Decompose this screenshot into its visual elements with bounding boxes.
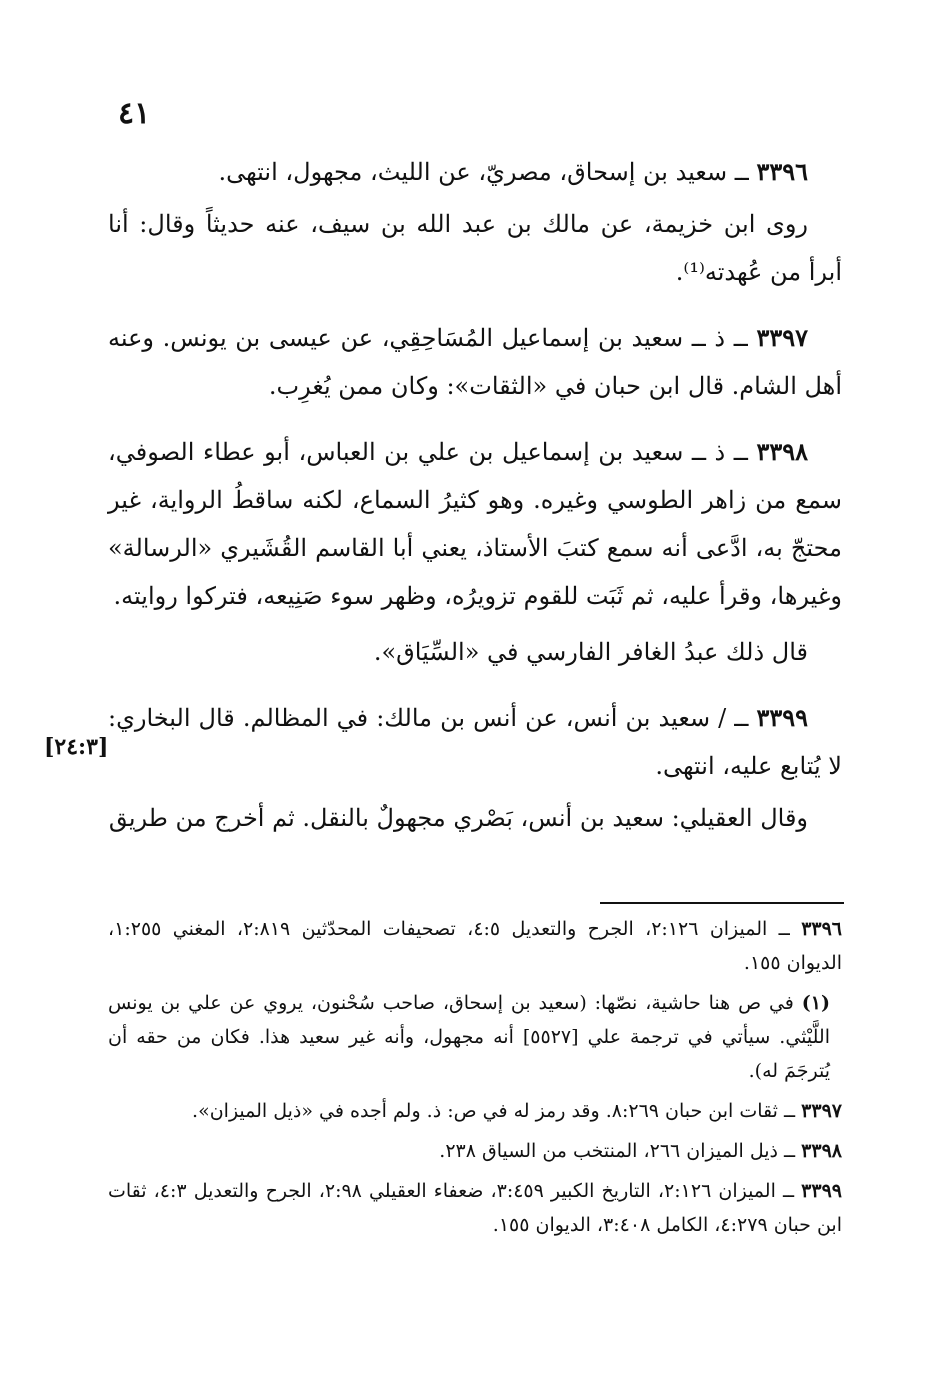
footnote-3397	[108, 1094, 842, 1128]
footnote-3396	[108, 912, 842, 980]
footnote-3399	[108, 1174, 842, 1242]
entry-3396-para-2: روى ابن خزيمة، عن مالك بن عبد الله بن سيف، عنه حديثاً وقال: أنا أبرأ من عُهدته⁽¹⁾.	[108, 210, 842, 286]
footnote-number: ٣٣٩٦	[801, 918, 843, 940]
entry-number: ٣٣٩٦	[756, 157, 808, 186]
footnote-3398	[108, 1134, 842, 1168]
entry-3399-para-1	[108, 694, 842, 790]
entry-text: ــ ذ ــ سعيد بن إسماعيل بن علي بن العباس، أبو عطاء الصوفي، سمع من زاهر الطوسي وغيره. وهو كثيرُ السماع، لكنه ساقطُ الرواية، غير محتجّ به، ادَّعى أنه سمع كتبَ الأستاذ، يعني أبا القاسم القُشَيري «الرسالة» وغيرها، وقرأ عليه، ثم ثَبَت للقوم تزويرُه، وظهر سوء صَنِيعه، فتركوا روايته.	[108, 438, 842, 610]
margin-reference: [٢٤:٣]	[44, 734, 109, 760]
entry-3398-para-1	[108, 428, 842, 620]
entry-3398-para-2: قال ذلك عبدُ الغافر الفارسي في «السِّيَاق».	[373, 638, 808, 666]
entry-text: ــ / سعيد بن أنس، عن أنس بن مالك: في المظالم. قال البخاري: لا يُتابع عليه، انتهى.	[108, 704, 842, 780]
entry-number: ٣٣٩٨	[756, 437, 808, 466]
footnote-number: ٣٣٩٧	[801, 1100, 842, 1122]
footnote-text: ــ الميزان ٢:١٢٦، التاريخ الكبير ٣:٤٥٩، ضعفاء العقيلي ٢:٩٨، الجرح والتعديل ٤:٣، ثقات ابن حبان ٤:٢٧٩، الكامل ٣:٤٠٨، الديوان ١٥٥.	[108, 1180, 842, 1236]
entry-number: ٣٣٩٧	[756, 323, 808, 352]
footnote-text: ــ ذيل الميزان ٢٦٦، المنتخب من السياق ٢٣٨.	[439, 1140, 796, 1162]
footnote-number: ٣٣٩٩	[801, 1180, 842, 1202]
footnote-text: في ص هنا حاشية، نصّها: (سعيد بن إسحاق، صاحب سُحْنون، يروي عن علي بن يونس اللَّيْثي. سيأتي في ترجمة علي [٥٥٢٧] أنه مجهول، وأنه غير سعيد هذا. فكان من حقه أن يُترجَمَ له).	[108, 992, 830, 1082]
footnote-text: ــ ثقات ابن حبان ٨:٢٦٩. وقد رمز له في ص: ذ. ولم أجده في «ذيل الميزان».	[192, 1100, 796, 1122]
entry-3397-para-1	[108, 314, 842, 410]
entry-3396-para-1	[108, 148, 842, 196]
page-number: ٤١	[118, 96, 151, 131]
entry-number: ٣٣٩٩	[756, 703, 808, 732]
footnotes	[108, 912, 842, 1248]
footnote-1	[108, 986, 842, 1088]
footnote-text: ــ الميزان ٢:١٢٦، الجرح والتعديل ٤:٥، تصحيفات المحدّثين ٢:٨١٩، المغني ١:٢٥٥، الديوان ١٥٥.	[108, 918, 842, 974]
footnote-number: ٣٣٩٨	[801, 1140, 842, 1162]
footnote-number: (١)	[801, 992, 830, 1014]
entry-3399-para-2: وقال العقيلي: سعيد بن أنس، بَصْري مجهولٌ بالنقل. ثم أخرج من طريق	[108, 804, 808, 832]
entry-text: ــ سعيد بن إسحاق، مصريّ، عن الليث، مجهول، انتهى.	[218, 158, 749, 186]
main-text	[108, 148, 842, 860]
footnote-separator	[600, 902, 844, 904]
entry-text: ــ ذ ــ سعيد بن إسماعيل المُسَاحِقِي، عن عيسى بن يونس. وعنه أهل الشام. قال ابن حبان في «الثقات»: وكان ممن يُغرِب.	[108, 324, 842, 400]
